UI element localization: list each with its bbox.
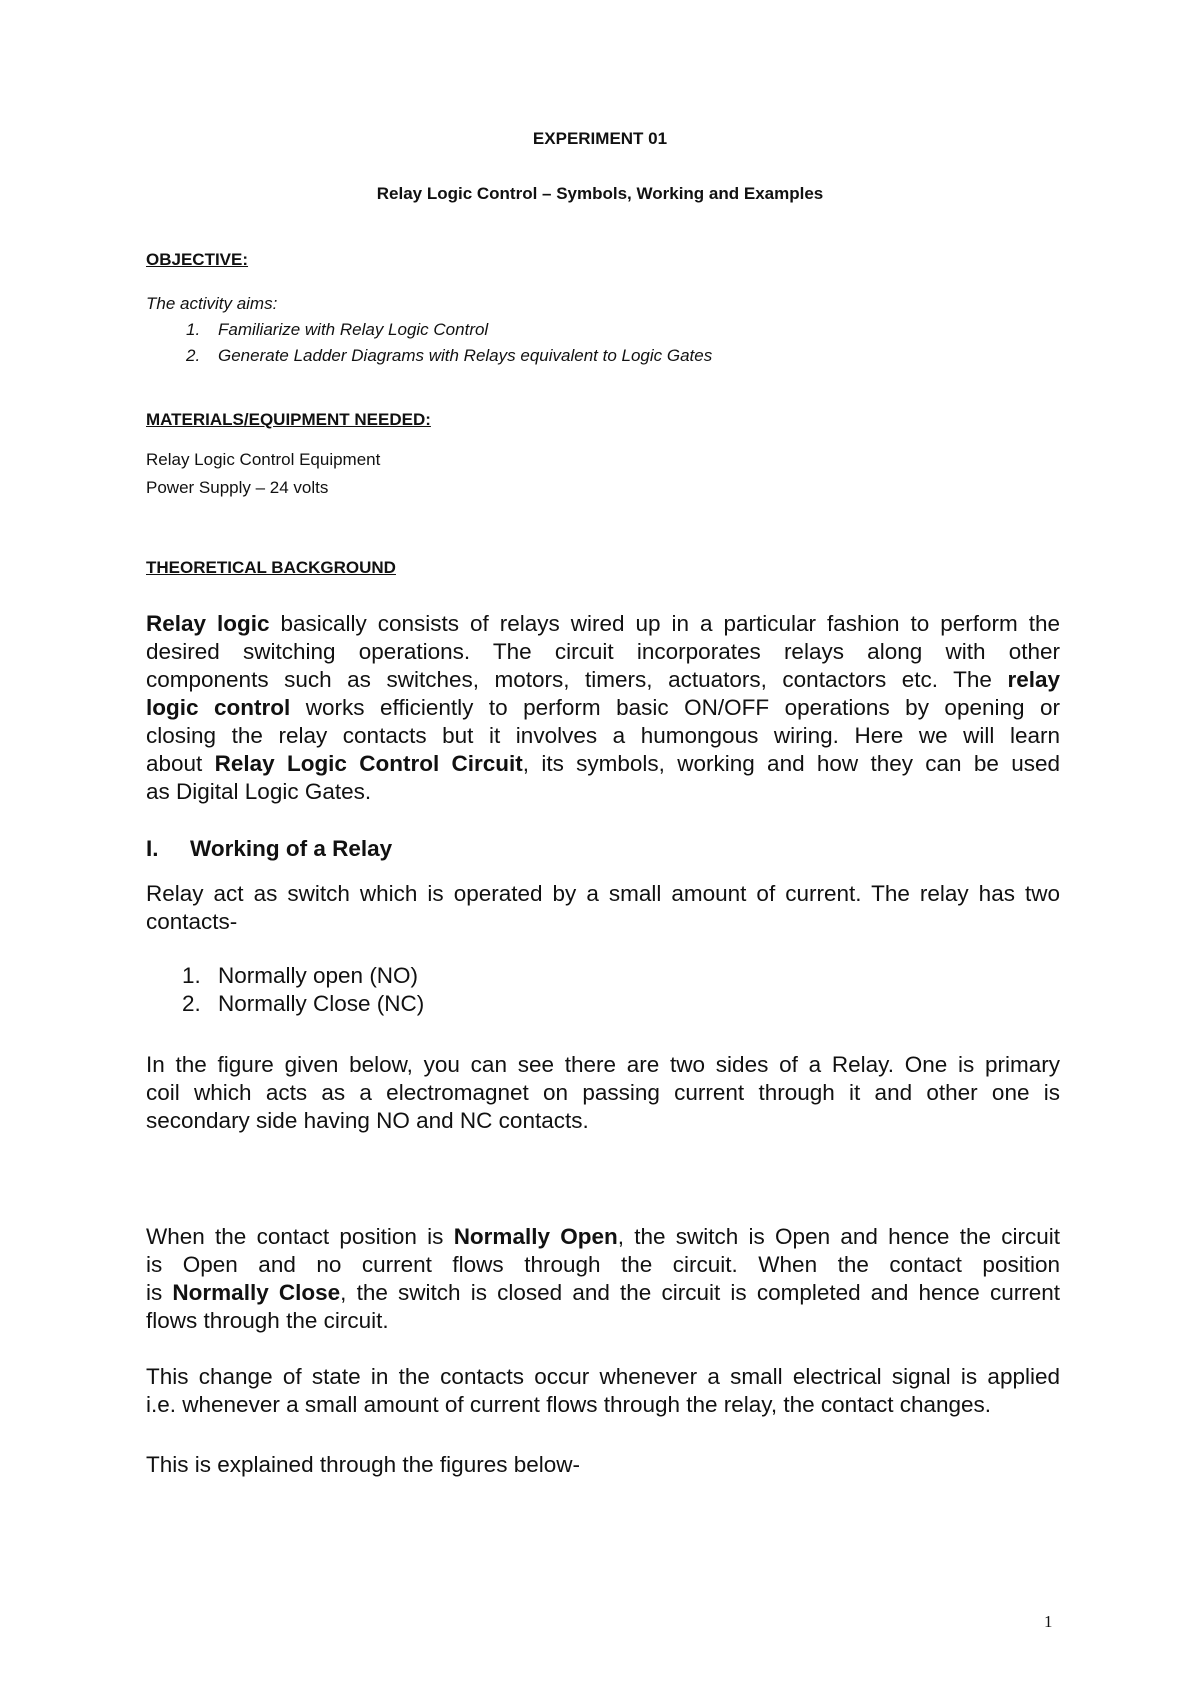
document-page: EXPERIMENT 01 Relay Logic Control – Symbols, Working and Examples OBJECTIVE: The activity aims: 1. Familiarize with Relay Logic Control 2. Generate Ladder Diagrams with Relays equivalent to Logic Gates MATERIALS/EQUIPMENT NEEDED: Relay Logic Control Equipment Power Supply – 24 volts THEORETICAL BACKGROUND Relay logic basically consists of relays wired up in a particular fashion to perform the desired switching operations. The circuit incorporates relays along with other components such as switches, motors, timers, actuators, contactors etc. The relay logic control works efficiently to perform basic ON/OFF operations by opening or closing the relay contacts but it involves a humongous wiring. Here we will learn about Relay Logic Control Circuit, its symbols, working and how they can be used as Digital Logic Gates. I. Working of a Relay Relay act as switch which is operated by a small amount of current. The relay has two contacts- 1. Normally open (NO) 2. Normally Close (NC) In the figure given below, you can see there are two sides of a Relay. One is primary coil which acts as a electromagnet on passing current through it and other one is secondary side having NO and NC contacts. When the contact position is Normally Open, the switch is Open and hence the circuit is Open and no current flows through the circuit. When the contact position is Normally Close, the switch is closed and the circuit is completed and hence current flows through the circuit. This change of state in the contacts occur whenever a small electrical signal is applied i.e. whenever a small amount of current flows through the relay, the contact changes. This is explained through the figures below- 1 [0,0,1200,1698]
section-heading: I. Working of a Relay [146,836,393,861]
materials-heading: MATERIALS/EQUIPMENT NEEDED: [146,410,431,429]
material-item: Power Supply – 24 volts [146,478,329,497]
objective-heading: OBJECTIVE: [146,250,249,269]
document-title: Relay Logic Control – Symbols, Working and Examples [376,184,824,203]
contact-position-paragraph: When the contact position is Normally Open, the switch is Open and hence the circuit is Open and no current flows through the circuit. When the contact position is Normally Close, the switch is closed and the circuit is completed and hence current flows through the circuit. [146,1224,1060,1333]
objective-intro: The activity aims: [146,294,278,313]
relay-intro-paragraph: Relay act as switch which is operated by a small amount of current. The relay has two contacts- [146,881,1060,934]
background-heading: THEORETICAL BACKGROUND [146,558,396,577]
page-number: 1 [1044,1612,1053,1631]
material-item: Relay Logic Control Equipment [146,450,381,469]
state-change-paragraph: This change of state in the contacts occur whenever a small electrical signal is applied i.e. whenever a small amount of current flows through the relay, the contact changes. [146,1364,1060,1417]
background-paragraph: Relay logic basically consists of relays wired up in a particular fashion to perform the desired switching operations. The circuit incorporates relays along with other components such as switches, motors, timers, actuators, contactors etc. The relay logic control works efficiently to perform basic ON/OFF operations by opening or closing the relay contacts but it involves a humongous wiring. Here we will learn about Relay Logic Control Circuit, its symbols, working and how they can be used as Digital Logic Gates. [146,611,1061,804]
experiment-number: EXPERIMENT 01 [532,129,668,148]
relay-sides-paragraph: In the figure given below, you can see there are two sides of a Relay. One is primary coil which acts as a electromagnet on passing current through it and other one is secondary side having NO and NC contacts. [146,1052,1060,1133]
figures-intro-paragraph: This is explained through the figures below- [146,1452,580,1477]
